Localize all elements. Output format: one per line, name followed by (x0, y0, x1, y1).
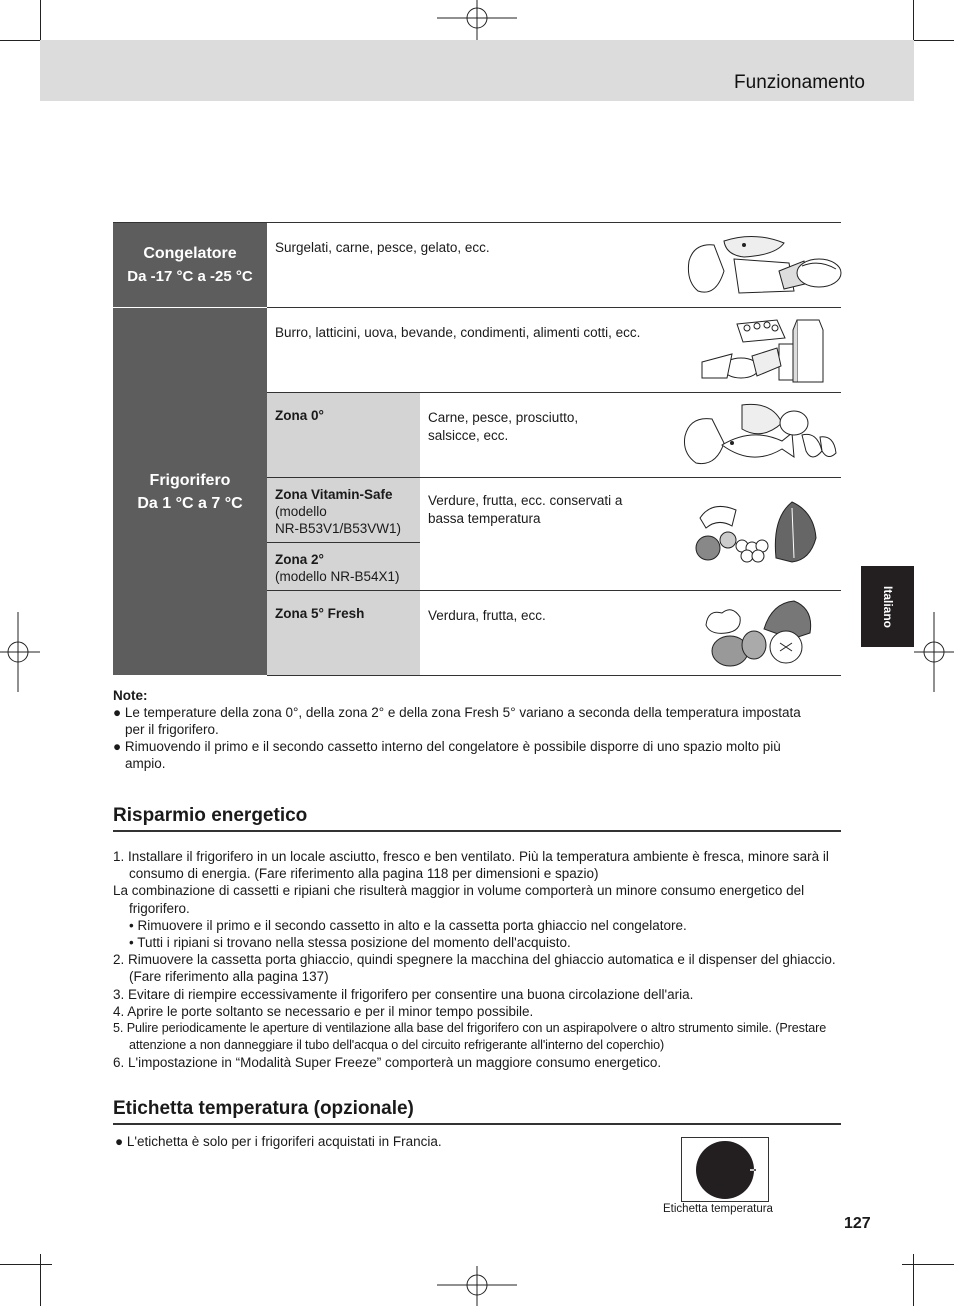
zone-5-name: Zona 5° Fresh (275, 606, 365, 621)
zone-0-contents-line1: Carne, pesce, prosciutto, (428, 410, 579, 425)
registration-mark-top (437, 0, 517, 40)
page-number: 127 (844, 1215, 871, 1232)
fridge-header (113, 308, 267, 676)
fridge-range: Da 1 °C a 7 °C (137, 494, 243, 512)
zone-2-header (267, 543, 420, 591)
freezer-contents: Surgelati, carne, pesce, gelato, ecc. (275, 240, 490, 255)
note-2-line2: ampio. (125, 756, 166, 771)
language-tab-label: Italiano (880, 585, 895, 628)
fridge-name: Frigorifero (149, 471, 231, 489)
zone-0-contents-line2: salsicce, ecc. (428, 428, 509, 443)
section-title: Funzionamento (734, 72, 865, 93)
registration-mark-right (914, 612, 954, 692)
zone-vitamin-contents-cell (420, 478, 841, 591)
registration-mark-left (0, 612, 40, 692)
fridge-row (113, 308, 841, 393)
vegetables-illustration (692, 498, 827, 566)
energy-subitem: • Tutti i ripiani si trovano nella stessa posizione del momento dell'acquisto. (129, 935, 571, 951)
energy-item: 1. Installare il frigorifero in un locale asciutto, fresco e ben ventilato. Più la temperatura ambiente è fresca, minore sarà il consumo di energia. (Fare riferimento alla pagina 118 per dimensioni e spazio) (113, 849, 829, 882)
registration-mark-bottom (437, 1266, 517, 1306)
zone-5-contents: Verdura, frutta, ecc. (428, 608, 546, 623)
fridge-contents-cell (267, 308, 841, 393)
freezer-range: Da -17 °C a -25 °C (127, 268, 253, 285)
energy-item: 3. Evitare di riempire eccessivamente il frigorifero per consentire una buona circolazione dell'aria. (113, 986, 694, 1002)
zone-vitamin-name: Zona Vitamin-Safe (275, 487, 393, 502)
energy-saving-heading: Risparmio energetico (113, 805, 841, 832)
meat-fish-illustration (682, 401, 842, 471)
language-tab (861, 566, 914, 647)
notes-block (113, 687, 843, 772)
freezer-contents-cell (267, 223, 841, 308)
freezer-row (113, 223, 841, 308)
zone-0-contents-cell (420, 393, 841, 478)
zone-5-contents-cell (420, 591, 841, 676)
energy-subitem: • Rimuovere il primo e il secondo cassetto in alto e la cassetta porta ghiaccio nel congelatore. (129, 917, 687, 933)
frozen-food-illustration (684, 231, 844, 301)
note-1-line2: per il frigorifero. (125, 722, 219, 737)
note-1-line1: ● Le temperature della zona 0°, della zona 2° e della zona Fresh 5° variano a seconda della temperatura impostata (113, 705, 801, 720)
fridge-contents: Burro, latticini, uova, bevande, condimenti, alimenti cotti, ecc. (275, 325, 641, 340)
energy-item: 4. Aprire le porte soltanto se necessario e per il minor tempo possibile. (113, 1003, 534, 1019)
zone-5-header (267, 591, 420, 676)
freezer-header (113, 223, 267, 308)
fruit-veg-illustration (702, 599, 827, 669)
freezer-name: Congelatore (143, 245, 237, 262)
energy-saving-list (113, 848, 848, 1072)
crop-mark (902, 1264, 954, 1265)
note-2-line1: ● Rimuovendo il primo e il secondo cassetto interno del congelatore è possibile disporre di uno spazio molto più (113, 739, 781, 754)
zone-vitamin-note-line2: NR-B53V1/B53VW1) (275, 521, 402, 536)
crop-mark (0, 1264, 52, 1265)
zone-2-note: (modello NR-B54X1) (275, 569, 400, 584)
crop-mark (913, 1254, 914, 1306)
zone-vitamin-contents-line1: Verdure, frutta, ecc. conservati a (428, 493, 623, 508)
zone-vitamin-note-line1: (modello (275, 504, 327, 519)
zone-vitamin-contents-line2: bassa temperatura (428, 511, 541, 526)
zone-2-name: Zona 2° (275, 552, 324, 567)
temperature-label-caption: Etichetta temperatura (663, 1203, 773, 1215)
storage-zones-table (113, 222, 841, 676)
zone-0-name: Zona 0° (275, 408, 324, 423)
dairy-illustration (697, 316, 832, 386)
energy-item: 2. Rimuovere la cassetta porta ghiaccio, quindi spegnere la macchina del ghiaccio automatica e il dispenser del ghiaccio. (Fare riferimento alla pagina 137) (113, 952, 836, 985)
notes-label: Note: (113, 688, 148, 703)
energy-item: 6. L'impostazione in “Modalità Super Freeze” comporterà un maggiore consumo energetico. (113, 1055, 662, 1071)
crop-mark (40, 1254, 41, 1306)
temperature-label-image (681, 1137, 769, 1202)
note-item (113, 704, 843, 738)
zone-0-header (267, 393, 420, 478)
zone-vitamin-header (267, 478, 420, 543)
temperature-label-icon (682, 1138, 768, 1201)
temperature-label-heading: Etichetta temperatura (opzionale) (113, 1098, 841, 1125)
energy-item: 5. Pulire periodicamente le aperture di ventilazione alla base del frigorifero con un aspirapolvere o altro strumento simile. (Prestare attenzione a non danneggiare il tubo dell'acqua o del circuito refrigerante all'interno del coperchio) (113, 1021, 827, 1053)
energy-item: La combinazione di cassetti e ripiani che risulterà maggior in volume comporterà un minore consumo energetico del frigorifero. (113, 883, 805, 916)
note-item (113, 738, 843, 772)
label-note: ● L'etichetta è solo per i frigoriferi acquistati in Francia. (115, 1134, 442, 1149)
